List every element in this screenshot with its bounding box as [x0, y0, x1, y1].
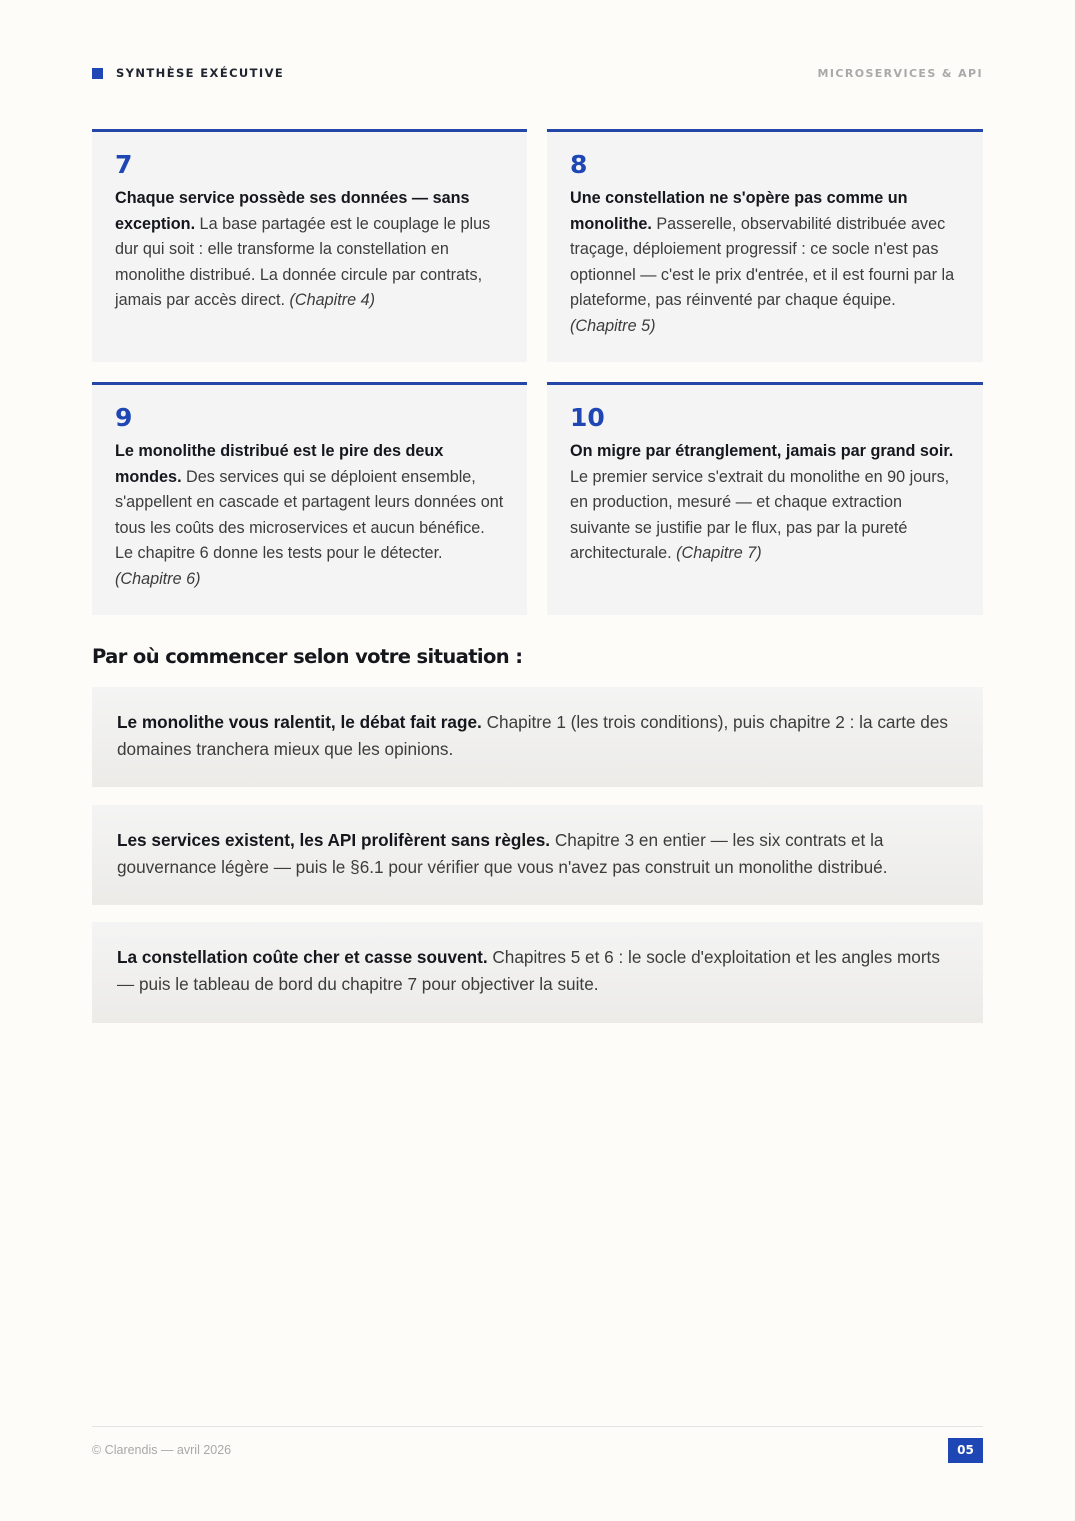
key-point-card	[547, 382, 983, 615]
situation-lead: Le monolithe vous ralentit, le débat fait rage.	[117, 712, 482, 732]
section-label: SYNTHÈSE EXÉCUTIVE	[116, 66, 285, 80]
card-text	[115, 186, 504, 314]
situation-body: Chapitre 3 en entier — les six contrats et la gouvernance légère — puis le §6.1 pour vérifier que vous n'avez pas construit un monolithe distribué.	[117, 830, 888, 877]
situation-body: Chapitres 5 et 6 : le socle d'exploitation et les angles morts — puis le tableau de bord du chapitre 7 pour objectiver la suite.	[117, 947, 940, 994]
key-point-card	[92, 129, 527, 362]
key-point-card	[92, 382, 527, 615]
card-text	[570, 439, 960, 567]
situation-lead: La constellation coûte cher et casse souvent.	[117, 947, 488, 967]
situation-text	[117, 827, 958, 881]
page-header	[92, 66, 983, 82]
key-point-card	[547, 129, 983, 362]
card-body: Passerelle, observabilité distribuée avec traçage, déploiement progressif : ce socle n'est pas optionnel — c'est le prix d'entrée, et il est fourni par la plateforme, pas réinventé par chaque équipe.	[570, 214, 955, 310]
card-lead: On migre par étranglement, jamais par grand soir.	[570, 442, 954, 460]
card-text	[115, 439, 504, 593]
footer-divider	[92, 1426, 983, 1427]
section-heading	[92, 66, 284, 80]
situation-block	[92, 805, 983, 905]
situation-block	[92, 922, 983, 1023]
chapter-reference: (Chapitre 4)	[289, 291, 375, 310]
chapter-reference: (Chapitre 7)	[676, 544, 762, 563]
card-number: 8	[570, 150, 588, 179]
chapter-reference: (Chapitre 6)	[115, 569, 201, 588]
situation-lead: Les services existent, les API prolifèrent sans règles.	[117, 830, 551, 850]
card-number: 9	[115, 403, 133, 432]
chapter-reference: (Chapitre 5)	[570, 316, 656, 335]
card-number: 7	[115, 150, 133, 179]
card-body: Le premier service s'extrait du monolithe en 90 jours, en production, mesuré — et chaque extraction suivante se justifie par le flux, pas par la pureté architecturale.	[570, 467, 950, 563]
document-label: MICROSERVICES & API	[817, 67, 983, 80]
card-text	[570, 186, 960, 340]
situations-heading: Par où commencer selon votre situation :	[92, 645, 523, 668]
card-lead: Le monolithe distribué est le pire des deux mondes.	[115, 442, 444, 486]
card-body: La base partagée est le couplage le plus dur qui soit : elle transforme la constellation en monolithe distribué. La donnée circule par contrats, jamais par accès direct.	[115, 214, 491, 310]
footer-copyright: © Clarendis — avril 2026	[92, 1443, 232, 1457]
card-lead: Chaque service possède ses données — sans exception.	[115, 189, 470, 233]
card-body: Des services qui se déploient ensemble, s'appellent en cascade et partagent leurs données ont tous les coûts des microservices et aucun bénéfice. Le chapitre 6 donne les tests pour le détecter.	[115, 467, 504, 563]
page-number-badge: 05	[948, 1438, 983, 1463]
card-lead: Une constellation ne s'opère pas comme un monolithe.	[570, 189, 908, 233]
situation-body: Chapitre 1 (les trois conditions), puis chapitre 2 : la carte des domaines tranchera mieux que les opinions.	[117, 712, 949, 759]
accent-square-icon	[92, 68, 103, 79]
situation-text	[117, 944, 958, 998]
situation-text	[117, 709, 958, 763]
card-number: 10	[570, 403, 605, 432]
situation-block	[92, 687, 983, 787]
